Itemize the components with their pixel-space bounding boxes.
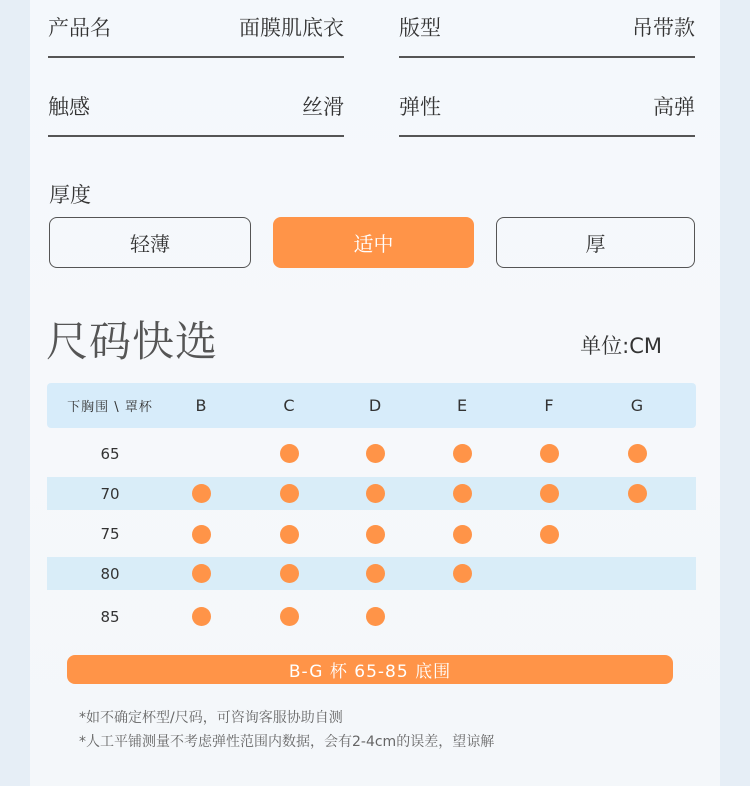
size-available-cell <box>259 594 319 639</box>
spec-label: 产品名 <box>48 15 111 40</box>
available-dot-icon <box>280 444 299 463</box>
thickness-option-medium[interactable]: 适中 <box>273 217 474 268</box>
available-dot-icon <box>280 484 299 503</box>
spec-product-name <box>48 0 344 58</box>
table-row <box>47 594 696 639</box>
corner-label: 下胸围 \ 罩杯 <box>67 400 153 415</box>
size-available-cell <box>432 557 492 590</box>
available-dot-icon <box>280 525 299 544</box>
table-row <box>47 557 696 590</box>
size-available-cell <box>519 514 579 554</box>
available-dot-icon <box>366 444 385 463</box>
table-row <box>47 514 696 554</box>
size-table <box>47 383 696 626</box>
size-range-banner: B-G 杯 65-85 底围 <box>67 655 673 684</box>
available-dot-icon <box>453 484 472 503</box>
size-chart-title: 尺码快选 <box>46 317 219 366</box>
spec-label: 触感 <box>48 94 90 119</box>
available-dot-icon <box>366 564 385 583</box>
spec-elasticity <box>399 79 695 137</box>
cup-header: C <box>283 396 295 415</box>
available-dot-icon <box>540 444 559 463</box>
size-available-cell <box>345 477 405 510</box>
band-size-label: 85 <box>100 607 120 626</box>
size-available-cell <box>259 477 319 510</box>
available-dot-icon <box>540 525 559 544</box>
available-dot-icon <box>366 607 385 626</box>
size-available-cell <box>171 594 231 639</box>
size-available-cell <box>345 557 405 590</box>
cup-header: G <box>630 396 644 415</box>
size-available-cell <box>259 514 319 554</box>
available-dot-icon <box>540 484 559 503</box>
spec-value: 面膜肌底衣 <box>239 15 344 40</box>
thickness-option-thin[interactable]: 轻薄 <box>49 217 251 268</box>
available-dot-icon <box>192 484 211 503</box>
cup-header: B <box>195 396 207 415</box>
size-available-cell <box>171 477 231 510</box>
band-size-label: 70 <box>100 484 120 503</box>
available-dot-icon <box>192 564 211 583</box>
size-available-cell <box>519 431 579 476</box>
available-dot-icon <box>280 564 299 583</box>
spec-touch <box>48 79 344 137</box>
cup-header: D <box>368 396 382 415</box>
available-dot-icon <box>192 607 211 626</box>
table-row <box>47 431 696 476</box>
size-available-cell <box>171 557 231 590</box>
size-available-cell <box>607 477 667 510</box>
available-dot-icon <box>453 564 472 583</box>
available-dot-icon <box>453 525 472 544</box>
available-dot-icon <box>453 444 472 463</box>
table-header-row <box>47 383 696 428</box>
spec-value: 丝滑 <box>302 94 344 119</box>
size-available-cell <box>432 514 492 554</box>
size-available-cell <box>345 594 405 639</box>
available-dot-icon <box>366 484 385 503</box>
spec-label: 弹性 <box>399 94 441 119</box>
available-dot-icon <box>280 607 299 626</box>
size-available-cell <box>345 431 405 476</box>
available-dot-icon <box>628 484 647 503</box>
thickness-option-thick[interactable]: 厚 <box>496 217 695 268</box>
spec-value: 高弹 <box>653 94 695 119</box>
cup-header: F <box>544 396 554 415</box>
note-consult: *如不确定杯型/尺码，可咨询客服协助自测 <box>79 710 343 726</box>
size-available-cell <box>171 514 231 554</box>
band-size-label: 65 <box>100 444 120 463</box>
available-dot-icon <box>628 444 647 463</box>
table-row <box>47 477 696 510</box>
size-available-cell <box>607 431 667 476</box>
thickness-label: 厚度 <box>49 183 91 207</box>
spec-value: 吊带款 <box>632 15 695 40</box>
band-size-label: 80 <box>100 564 120 583</box>
cup-header: E <box>456 396 468 415</box>
spec-label: 版型 <box>399 15 441 40</box>
size-available-cell <box>432 431 492 476</box>
size-available-cell <box>345 514 405 554</box>
spec-fit <box>399 0 695 58</box>
size-available-cell <box>432 477 492 510</box>
note-measurement-error: *人工平铺测量不考虑弹性范围内数据，会有2-4cm的误差，望谅解 <box>79 734 495 750</box>
available-dot-icon <box>366 525 385 544</box>
size-chart-unit: 单位:CM <box>580 334 662 358</box>
available-dot-icon <box>192 525 211 544</box>
size-available-cell <box>519 477 579 510</box>
size-available-cell <box>259 557 319 590</box>
band-size-label: 75 <box>100 525 120 543</box>
size-available-cell <box>259 431 319 476</box>
